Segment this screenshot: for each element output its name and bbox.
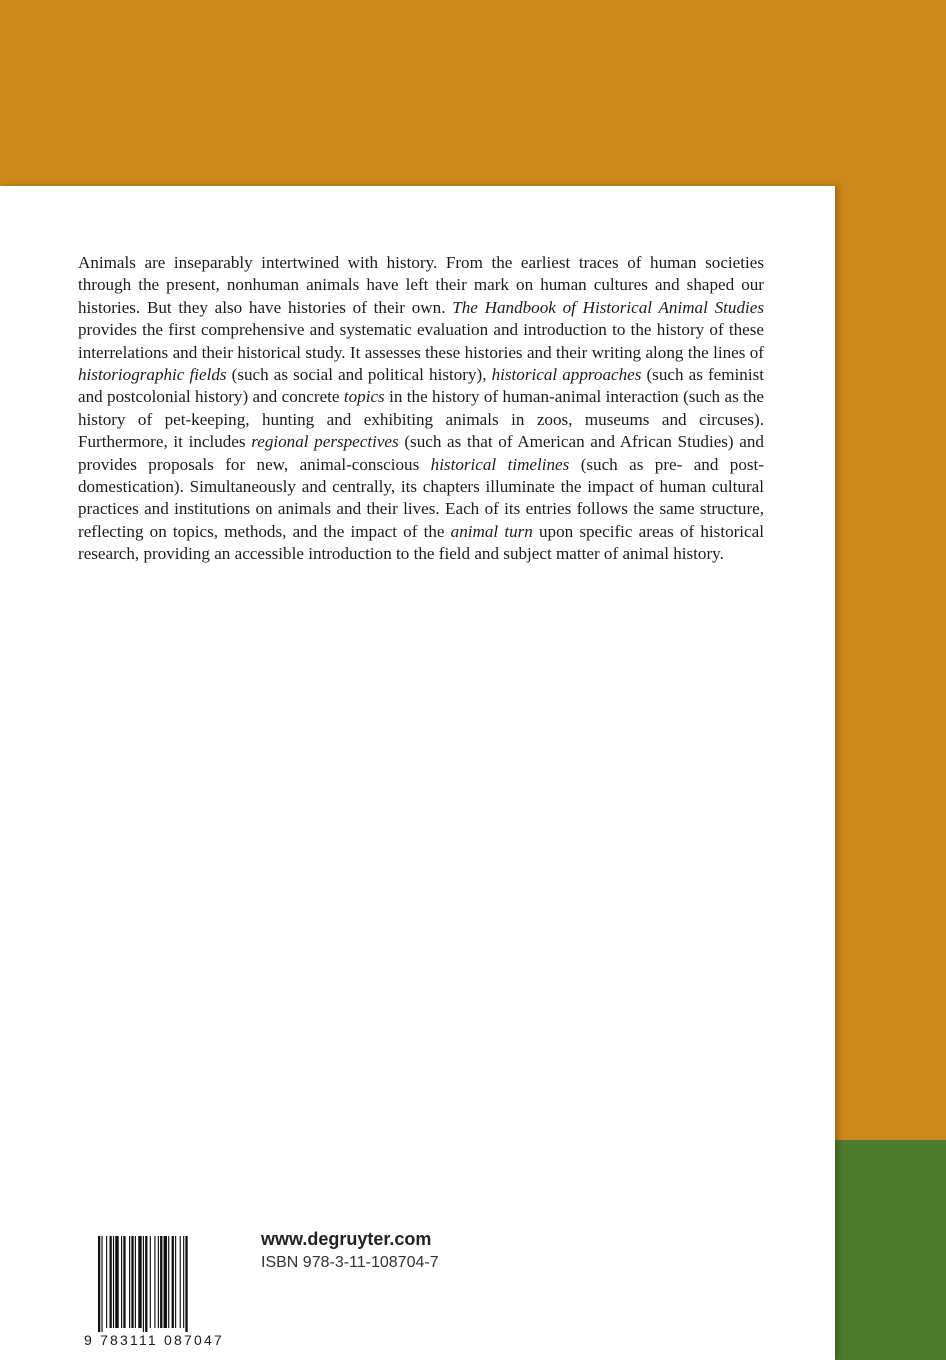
- book-description: [78, 252, 764, 566]
- description-text: in the history of human-animal interaction (such as the history of pet-keeping, hunting and exhibiting animals in zoos, museums and circuses). Furthermore, it includes: [78, 387, 764, 452]
- barcode-bar: [172, 1236, 174, 1328]
- barcode-bar: [185, 1236, 187, 1336]
- barcode-bar: [98, 1236, 100, 1336]
- barcode-bar: [129, 1236, 130, 1328]
- barcode-bar: [145, 1236, 147, 1336]
- barcode-bar: [154, 1236, 155, 1328]
- barcode-bar: [110, 1236, 112, 1328]
- description-emphasis: historical approaches: [491, 365, 642, 385]
- isbn-barcode: [84, 1236, 240, 1346]
- barcode-bar: [121, 1236, 122, 1328]
- barcode-bar: [160, 1236, 162, 1328]
- barcode-bar: [175, 1236, 176, 1328]
- description-emphasis: The Handbook of Historical Animal Studies: [452, 297, 764, 317]
- barcode-bar: [123, 1236, 125, 1328]
- description-text: (such as social and political history),: [226, 365, 492, 385]
- top-orange-band: [0, 0, 946, 186]
- description-emphasis: historiographic fields: [78, 365, 227, 385]
- description-text: (such as feminist and postcolonial history) and concrete: [78, 365, 764, 407]
- description-emphasis: animal turn: [450, 521, 533, 541]
- right-orange-band: [835, 186, 946, 1140]
- description-text: (such as that of American and African Studies) and provides proposals for new, animal-conscious: [78, 432, 764, 474]
- barcode-bar: [131, 1236, 133, 1328]
- barcode-bar: [183, 1236, 184, 1328]
- barcode-bar: [168, 1236, 169, 1328]
- description-emphasis: topics: [343, 387, 385, 407]
- isbn-text: ISBN 978-3-11-108704-7: [261, 1254, 439, 1271]
- barcode-number: 9 783111 087047: [84, 1332, 240, 1348]
- barcode-bar: [143, 1236, 144, 1336]
- green-corner-band: [835, 1140, 946, 1360]
- description-emphasis: historical timelines: [430, 454, 570, 474]
- barcode-bar: [150, 1236, 151, 1328]
- description-emphasis: regional perspectives: [251, 432, 399, 452]
- barcode-bar: [113, 1236, 114, 1328]
- barcode-bars: [84, 1236, 240, 1336]
- description-text: Animals are inseparably intertwined with history. From the earliest traces of human societies through the present, nonhuman animals have left their mark on human cultures and shaped our histories. But they also have histories of their own.: [78, 253, 764, 317]
- description-text: provides the first comprehensive and systematic evaluation and introduction to the history of these interrelations and their historical study. It assesses these histories and their writing along the lines of: [78, 320, 764, 362]
- barcode-bar: [164, 1236, 167, 1328]
- publisher-url: www.degruyter.com: [261, 1229, 432, 1249]
- barcode-bar: [158, 1236, 159, 1328]
- barcode-bar: [138, 1236, 141, 1328]
- description-text: (such as pre- and post-domestication). Simultaneously and centrally, its chapters illuminate the impact of human cultural practices and institutions on animals and their lives. Each of its entries follows the same structure, reflecting on topics, methods, and the impact of the: [78, 454, 764, 541]
- barcode-bar: [115, 1236, 118, 1328]
- barcode-bar: [106, 1236, 107, 1328]
- barcode-bar: [101, 1236, 102, 1336]
- barcode-bar: [180, 1236, 181, 1328]
- description-text: upon specific areas of historical research, providing an accessible introduction to the field and subject matter of animal history.: [78, 521, 764, 564]
- barcode-bar: [135, 1236, 136, 1328]
